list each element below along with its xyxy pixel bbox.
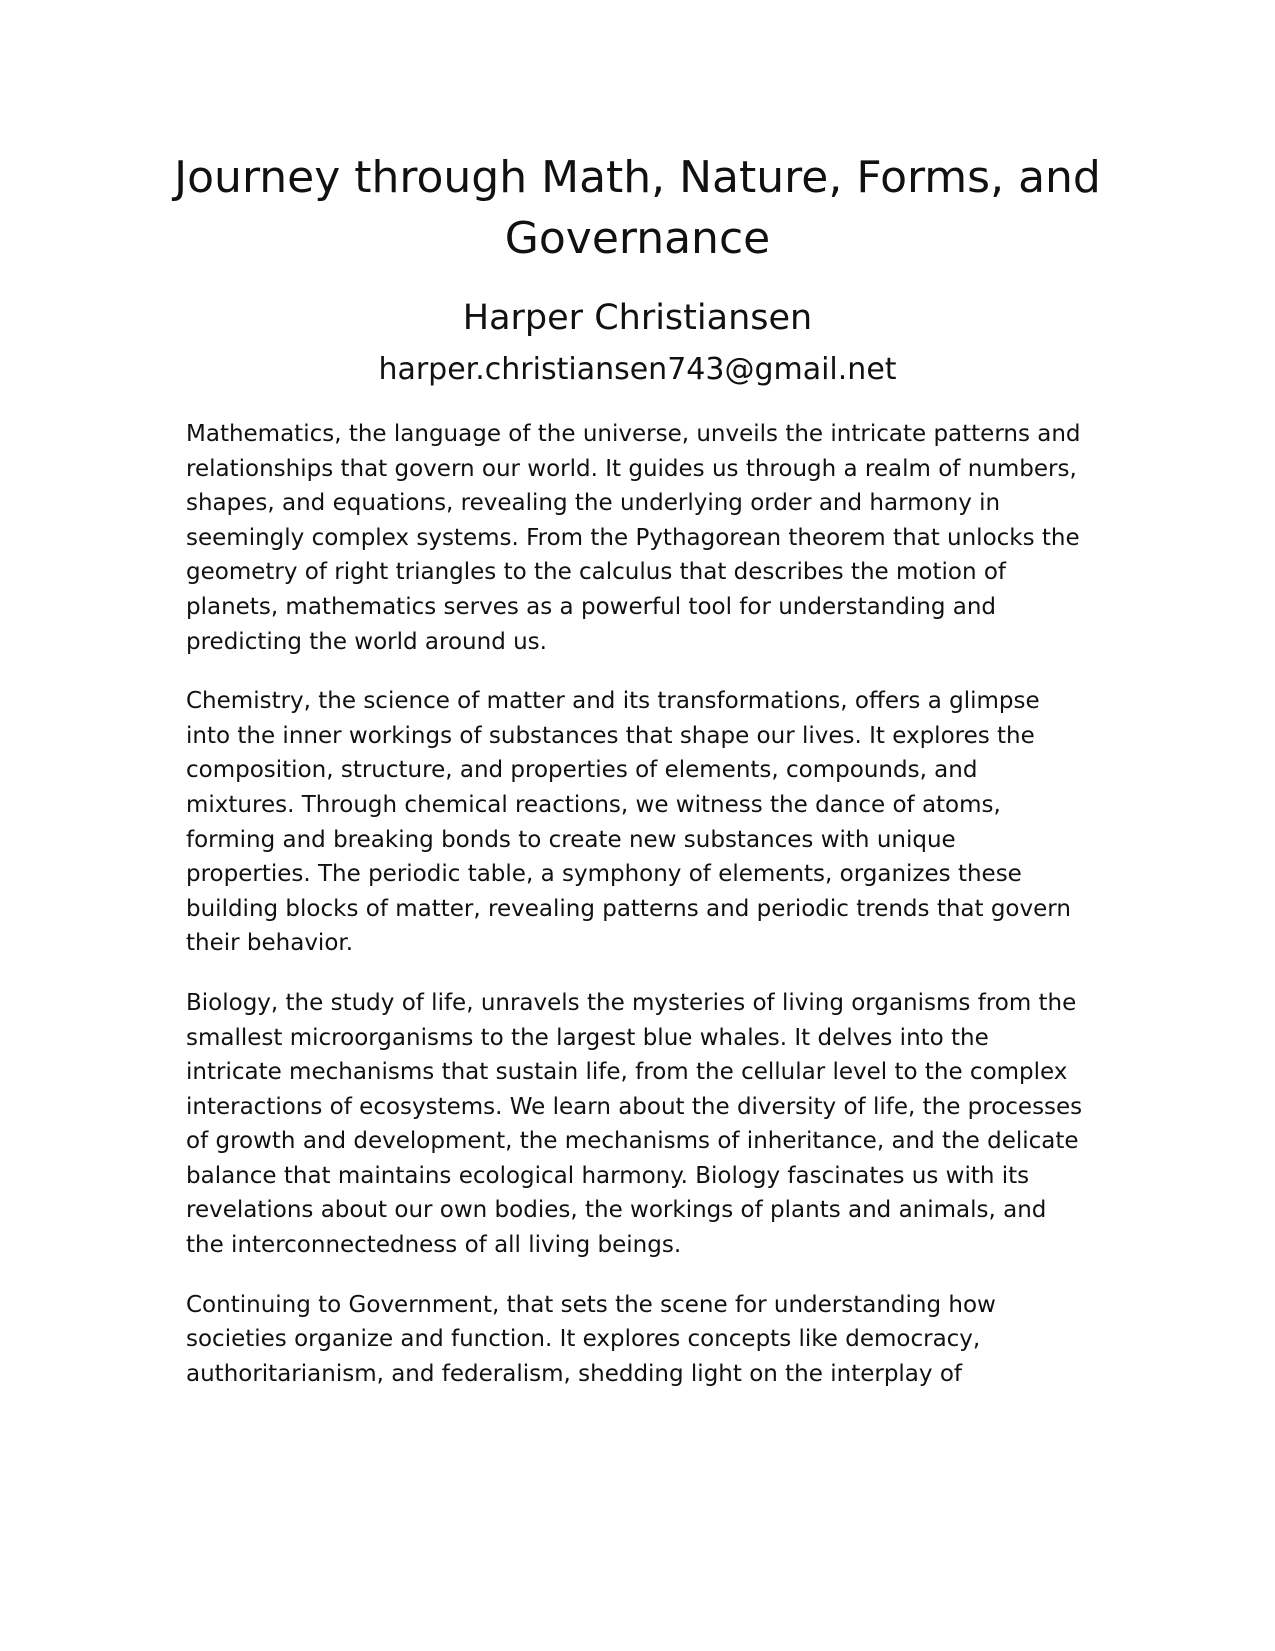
paragraph-mathematics: Mathematics, the language of the universe, unveils the intricate patterns and relationships that govern our world. It guides us through a realm of numbers, shapes, and equations, revealing the underlying order and harmony in seemingly complex systems. From the Pythagorean theorem that unlocks the geometry of right triangles to the calculus that describes the motion of planets, mathematics serves as a powerful tool for understanding and predicting the world around us. [186, 421, 1081, 655]
document-body [186, 417, 1086, 1416]
paragraph-biology: Biology, the study of life, unravels the mysteries of living organisms from the smallest microorganisms to the largest blue whales. It delves into the intricate mechanisms that sustain life, from the cellular level to the complex interactions of ecosystems. We learn about the diversity of life, the processes of growth and development, the mechanisms of inheritance, and the delicate balance that maintains ecological harmony. Biology fascinates us with its revelations about our own bodies, the workings of plants and animals, and the interconnectedness of all living beings. [186, 989, 1083, 1259]
document-title: Journey through Math, Nature, Forms, and Governance [174, 152, 1101, 264]
author-name: Harper Christiansen [462, 298, 813, 338]
paragraph-government: Continuing to Government, that sets the scene for understanding how societies organize and function. It explores concepts like democracy, authoritarianism, and federalism, shedding light on the interplay of [186, 1291, 996, 1387]
paragraph-chemistry: Chemistry, the science of matter and its transformations, offers a glimpse into the inner workings of substances that shape our lives. It explores the composition, structure, and properties of elements, compounds, and mixtures. Through chemical reactions, we witness the dance of atoms, forming and breaking bonds to create new substances with unique properties. The periodic table, a symphony of elements, organizes these building blocks of matter, revealing patterns and periodic trends that govern their behavior. [186, 688, 1071, 957]
author-email: harper.christiansen743@gmail.net [378, 352, 897, 387]
